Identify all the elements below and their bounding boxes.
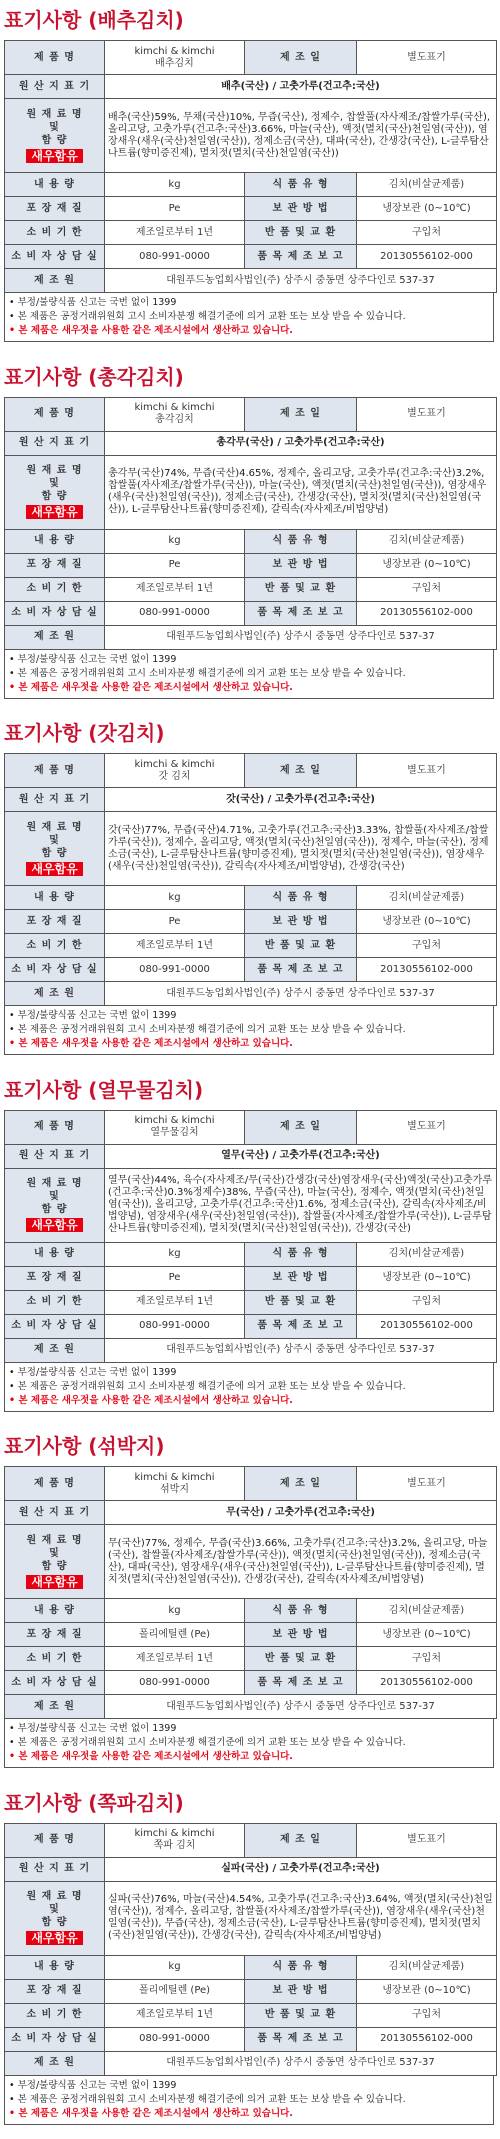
row-ingredients [5, 1525, 497, 1599]
expiry-value: 제조일로부터 1년 [105, 1290, 245, 1314]
row-product [5, 1110, 497, 1144]
consumer-phone-label: 소 비 자 상 담 실 [5, 1314, 105, 1338]
ingredients-label [5, 1881, 105, 1955]
storage-value: 냉장보관 (0~10℃) [357, 553, 497, 577]
product-name-label: 제 품 명 [5, 41, 105, 75]
storage-label: 보 관 방 법 [245, 1979, 357, 2003]
note-shrimp-warning: • 본 제품은 새우젓을 사용한 같은 제조시설에서 생산하고 있습니다. [9, 2107, 293, 2119]
product-name-line1: kimchi & kimchi [134, 1471, 215, 1483]
note-shrimp-warning: • 본 제품은 새우젓을 사용한 같은 제조시설에서 생산하고 있습니다. [9, 1394, 293, 1406]
notes-box [4, 1363, 494, 1412]
note-report-line: • 부정/불량식품 신고는 국번 없이 1399 [9, 2079, 177, 2091]
expiry-value: 제조일로부터 1년 [105, 934, 245, 958]
packaging-label: 포 장 재 질 [5, 910, 105, 934]
storage-label: 보 관 방 법 [245, 197, 357, 221]
content-value: kg [105, 1599, 245, 1623]
ingredients-label-line3: 함 량 [41, 1917, 68, 1928]
content-label: 내 용 량 [5, 886, 105, 910]
note-compensation-line: • 본 제품은 공정거래위원회 고시 소비자분쟁 해결기준에 의거 교환 또는 보상 받을 수 있습니다. [9, 1380, 406, 1392]
expiry-value: 제조일로부터 1년 [105, 1647, 245, 1671]
return-exchange-value: 구입처 [357, 1647, 497, 1671]
label-table [4, 40, 497, 293]
manufacture-date-value: 별도표기 [357, 1823, 497, 1857]
product-name-label: 제 품 명 [5, 397, 105, 431]
origin-label: 원 산 지 표 기 [5, 431, 105, 455]
storage-value: 냉장보관 (0~10℃) [357, 1623, 497, 1647]
row-packaging [5, 910, 497, 934]
origin-value: 총각무(국산) / 고춧가루(건고추:국산) [105, 431, 497, 455]
content-label: 내 용 량 [5, 1242, 105, 1266]
product-name-value [105, 397, 245, 431]
origin-label: 원 산 지 표 기 [5, 1857, 105, 1881]
row-packaging [5, 1266, 497, 1290]
manufacturer-label: 제 조 원 [5, 1695, 105, 1719]
note-compensation-line: • 본 제품은 공정거래위원회 고시 소비자분쟁 해결기준에 의거 교환 또는 보상 받을 수 있습니다. [9, 311, 406, 322]
storage-value: 냉장보관 (0~10℃) [357, 1979, 497, 2003]
origin-value: 배추(국산) / 고춧가루(건고추:국산) [105, 75, 497, 99]
row-product [5, 397, 497, 431]
consumer-phone-label: 소 비 자 상 담 실 [5, 245, 105, 269]
row-expiry [5, 1290, 497, 1314]
content-label: 내 용 량 [5, 529, 105, 553]
packaging-value: Pe [105, 197, 245, 221]
row-consumer [5, 1671, 497, 1695]
report-no-value: 20130556102-000 [357, 2027, 497, 2051]
row-manufacturer [5, 1338, 497, 1362]
report-no-label: 품 목 제 조 보 고 [245, 245, 357, 269]
label-section [0, 0, 500, 357]
manufacture-date-value: 별도표기 [357, 754, 497, 788]
row-consumer [5, 2027, 497, 2051]
section-title: 표기사항 (총각김치) [4, 364, 184, 389]
ingredients-label-line3: 함 량 [41, 847, 68, 859]
manufacture-date-label: 제 조 일 [245, 397, 357, 431]
food-type-label: 식 품 유 형 [245, 886, 357, 910]
report-no-value: 20130556102-000 [357, 245, 497, 269]
notes-box [4, 1719, 494, 1768]
product-name-line1: kimchi & kimchi [134, 758, 215, 770]
packaging-label: 포 장 재 질 [5, 553, 105, 577]
consumer-phone-label: 소 비 자 상 담 실 [5, 601, 105, 625]
label-section [0, 713, 500, 1070]
note-shrimp-warning: • 본 제품은 새우젓을 사용한 같은 제조시설에서 생산하고 있습니다. [9, 1038, 293, 1049]
product-name-line2: 열무물김치 [150, 1127, 199, 1138]
label-table [4, 1110, 497, 1363]
ingredients-label-line2: 및 [49, 1191, 60, 1202]
row-content [5, 1955, 497, 1979]
row-origin [5, 1144, 497, 1168]
manufacturer-value: 대원푸드농업회사법인(주) 상주시 중동면 상주다인로 537-37 [105, 269, 497, 293]
origin-value: 열무(국산) / 고춧가루(건고추:국산) [105, 1144, 497, 1168]
row-expiry [5, 577, 497, 601]
note-compensation-line: • 본 제품은 공정거래위원회 고시 소비자분쟁 해결기준에 의거 교환 또는 보상 받을 수 있습니다. [9, 1024, 406, 1035]
label-table [4, 397, 497, 650]
product-name-line2: 총각김치 [155, 414, 194, 425]
section-title: 표기사항 (섞박지) [4, 1434, 165, 1458]
row-content [5, 886, 497, 910]
storage-value: 냉장보관 (0~10℃) [357, 1266, 497, 1290]
row-manufacturer [5, 269, 497, 293]
food-type-label: 식 품 유 형 [245, 1955, 357, 1979]
row-origin [5, 1501, 497, 1525]
row-manufacturer [5, 1695, 497, 1719]
content-label: 내 용 량 [5, 1955, 105, 1979]
note-compensation-line: • 본 제품은 공정거래위원회 고시 소비자분쟁 해결기준에 의거 교환 또는 보상 받을 수 있습니다. [9, 1737, 406, 1748]
return-exchange-value: 구입처 [357, 1290, 497, 1314]
product-name-line1: kimchi & kimchi [134, 1828, 215, 1839]
row-product [5, 754, 497, 788]
product-name-line1: kimchi & kimchi [134, 45, 215, 57]
manufacturer-label: 제 조 원 [5, 1338, 105, 1362]
consumer-phone-value: 080-991-0000 [105, 601, 245, 625]
storage-value: 냉장보관 (0~10℃) [357, 197, 497, 221]
return-exchange-value: 구입처 [357, 577, 497, 601]
ingredients-value: 배추(국산)59%, 무채(국산)10%, 무즙(국산), 정제수, 찹쌀풀(자사제조/찹쌀가루(국산), 올리고당, 고춧가루(건고추:국산)3.66%, 마늘(국산), 액젓(멸치(국산)천일염(국산)), 염장새우(새우(국산)천일염(국산)), 정제소금(국산), 대파(국산), 간생강(국산), L-글루탐산나트륨(향미증진제), 멸치젓(멸치(국산)천일염(국산)) [105, 99, 497, 173]
section-title: 표기사항 (쪽파김치) [4, 1790, 184, 1815]
return-exchange-label: 반 품 및 교 환 [245, 934, 357, 958]
product-name-line2: 섞박지 [160, 1483, 189, 1495]
row-consumer [5, 958, 497, 982]
ingredients-label-line1: 원 재 료 명 [26, 1891, 83, 1902]
row-expiry [5, 221, 497, 245]
shrimp-allergy-badge: 새우함유 [26, 1931, 82, 1945]
food-type-label: 식 품 유 형 [245, 173, 357, 197]
row-ingredients [5, 455, 497, 529]
food-type-value: 김치(비살균제품) [357, 886, 497, 910]
row-consumer [5, 1314, 497, 1338]
food-type-value: 김치(비살균제품) [357, 1955, 497, 1979]
row-origin [5, 431, 497, 455]
content-value: kg [105, 1242, 245, 1266]
label-section [0, 1426, 500, 1783]
manufacturer-value: 대원푸드농업회사법인(주) 상주시 중동면 상주다인로 537-37 [105, 625, 497, 649]
manufacturer-label: 제 조 원 [5, 982, 105, 1006]
packaging-value: 폴리에틸렌 (Pe) [105, 1623, 245, 1647]
ingredients-label-line2: 및 [49, 1547, 60, 1559]
product-name-line2: 쪽파 김치 [153, 1840, 196, 1851]
row-ingredients [5, 812, 497, 886]
food-type-value: 김치(비살균제품) [357, 1599, 497, 1623]
ingredients-label-line1: 원 재 료 명 [26, 465, 83, 476]
row-expiry [5, 2003, 497, 2027]
label-section [0, 357, 500, 714]
row-ingredients [5, 1168, 497, 1242]
storage-value: 냉장보관 (0~10℃) [357, 910, 497, 934]
manufacture-date-label: 제 조 일 [245, 1110, 357, 1144]
packaging-value: Pe [105, 1266, 245, 1290]
ingredients-label-line2: 및 [49, 478, 60, 489]
ingredients-label [5, 812, 105, 886]
note-report-line: • 부정/불량식품 신고는 국번 없이 1399 [9, 653, 177, 665]
packaging-value: Pe [105, 553, 245, 577]
row-origin [5, 75, 497, 99]
manufacturer-value: 대원푸드농업회사법인(주) 상주시 중동면 상주다인로 537-37 [105, 1338, 497, 1362]
row-expiry [5, 1647, 497, 1671]
origin-value: 실파(국산) / 고춧가루(건고추:국산) [105, 1857, 497, 1881]
food-type-value: 김치(비살균제품) [357, 529, 497, 553]
row-content [5, 529, 497, 553]
manufacturer-label: 제 조 원 [5, 2051, 105, 2075]
note-shrimp-warning: • 본 제품은 새우젓을 사용한 같은 제조시설에서 생산하고 있습니다. [9, 681, 293, 693]
origin-label: 원 산 지 표 기 [5, 788, 105, 812]
note-report-line: • 부정/불량식품 신고는 국번 없이 1399 [9, 1723, 177, 1734]
shrimp-allergy-badge: 새우함유 [26, 1218, 82, 1232]
food-type-value: 김치(비살균제품) [357, 1242, 497, 1266]
consumer-phone-label: 소 비 자 상 담 실 [5, 958, 105, 982]
expiry-label: 소 비 기 한 [5, 2003, 105, 2027]
row-manufacturer [5, 2051, 497, 2075]
return-exchange-label: 반 품 및 교 환 [245, 1290, 357, 1314]
ingredients-label-line3: 함 량 [41, 134, 68, 146]
manufacturer-value: 대원푸드농업회사법인(주) 상주시 중동면 상주다인로 537-37 [105, 982, 497, 1006]
manufacturer-value: 대원푸드농업회사법인(주) 상주시 중동면 상주다인로 537-37 [105, 2051, 497, 2075]
notes-box [4, 1006, 494, 1055]
row-expiry [5, 934, 497, 958]
product-name-value [105, 754, 245, 788]
storage-label: 보 관 방 법 [245, 1266, 357, 1290]
origin-value: 무(국산) / 고춧가루(건고추:국산) [105, 1501, 497, 1525]
expiry-label: 소 비 기 한 [5, 934, 105, 958]
label-section [0, 1070, 500, 1427]
product-name-value [105, 1467, 245, 1501]
ingredients-label [5, 455, 105, 529]
product-name-value [105, 1110, 245, 1144]
report-no-label: 품 목 제 조 보 고 [245, 1671, 357, 1695]
consumer-phone-label: 소 비 자 상 담 실 [5, 2027, 105, 2051]
note-compensation-line: • 본 제품은 공정거래위원회 고시 소비자분쟁 해결기준에 의거 교환 또는 보상 받을 수 있습니다. [9, 667, 406, 679]
packaging-label: 포 장 재 질 [5, 197, 105, 221]
return-exchange-label: 반 품 및 교 환 [245, 2003, 357, 2027]
report-no-label: 품 목 제 조 보 고 [245, 1314, 357, 1338]
row-product [5, 41, 497, 75]
report-no-label: 품 목 제 조 보 고 [245, 2027, 357, 2051]
expiry-value: 제조일로부터 1년 [105, 577, 245, 601]
product-name-line1: kimchi & kimchi [134, 402, 215, 413]
content-value: kg [105, 529, 245, 553]
manufacture-date-value: 별도표기 [357, 41, 497, 75]
consumer-phone-value: 080-991-0000 [105, 958, 245, 982]
product-name-line2: 갓 김치 [158, 770, 191, 782]
ingredients-value: 무(국산)77%, 정제수, 무즙(국산)3.66%, 고춧가루(건고추:국산)3.2%, 올리고당, 마늘(국산), 찹쌀풀(자사제조/찹쌀가루(국산)), 액젓(멸치(국산)천일염(국산)), 정제소금(국산), 대파(국산), 염장새우(새우(국산)천일염(국산)), L-글루탐산나트륨(향미증진제), 멸치젓(멸치(국산)천일염(국산)), 간생강(국산), 갈릭속(자사제조/비법양념) [105, 1525, 497, 1599]
ingredients-value: 갓(국산)77%, 무즙(국산)4.71%, 고춧가루(건고추:국산)3.33%, 찹쌀풀(자사제조/찹쌀가루(국산)), 정제수, 올리고당, 액젓(멸치(국산)천일염(국산)), 정제수, 마늘(국산), 정제소금(국산), L-글루탐산나트륨(향미증진제), 멸치젓(멸치(국산)천일염(국산)), 염장새우(새우(국산)천일염(국산)), 갈릭속(자사제조/비법양념), 간생강(국산) [105, 812, 497, 886]
manufacture-date-label: 제 조 일 [245, 1467, 357, 1501]
report-no-label: 품 목 제 조 보 고 [245, 601, 357, 625]
packaging-value: 폴리에틸렌 (Pe) [105, 1979, 245, 2003]
ingredients-label-line3: 함 량 [41, 1204, 68, 1215]
food-type-label: 식 품 유 형 [245, 1242, 357, 1266]
product-name-line2: 배추김치 [155, 57, 194, 69]
row-product [5, 1823, 497, 1857]
manufacture-date-value: 별도표기 [357, 397, 497, 431]
expiry-value: 제조일로부터 1년 [105, 221, 245, 245]
packaging-label: 포 장 재 질 [5, 1266, 105, 1290]
content-label: 내 용 량 [5, 173, 105, 197]
food-type-label: 식 품 유 형 [245, 1599, 357, 1623]
row-packaging [5, 1623, 497, 1647]
label-section [0, 1783, 500, 2139]
expiry-label: 소 비 기 한 [5, 221, 105, 245]
storage-label: 보 관 방 법 [245, 553, 357, 577]
ingredients-value: 총각무(국산)74%, 무즙(국산)4.65%, 정제수, 올리고당, 고춧가루(건고추:국산)3.2%, 찹쌀풀(자사제조/찹쌀가루(국산)), 마늘(국산), 액젓(멸치(국산)천일염(국산)), 염장새우(새우(국산)천일염(국산)), 정제소금(국산), 간생강(국산), 멸치젓(멸치(국산)천일염(국산)), L-글루탐산나트륨(향미증진제), 갈릭속(자사제조/비법양념) [105, 455, 497, 529]
notes-box [4, 650, 494, 699]
report-no-value: 20130556102-000 [357, 601, 497, 625]
manufacture-date-label: 제 조 일 [245, 41, 357, 75]
ingredients-label [5, 1525, 105, 1599]
consumer-phone-value: 080-991-0000 [105, 1314, 245, 1338]
notes-box [4, 293, 494, 342]
ingredients-label [5, 1168, 105, 1242]
product-name-label: 제 품 명 [5, 754, 105, 788]
section-title: 표기사항 (갓김치) [4, 721, 165, 745]
row-consumer [5, 601, 497, 625]
row-packaging [5, 553, 497, 577]
return-exchange-value: 구입처 [357, 2003, 497, 2027]
packaging-label: 포 장 재 질 [5, 1979, 105, 2003]
note-report-line: • 부정/불량식품 신고는 국번 없이 1399 [9, 297, 177, 308]
return-exchange-label: 반 품 및 교 환 [245, 221, 357, 245]
shrimp-allergy-badge: 새우함유 [26, 1575, 82, 1589]
origin-label: 원 산 지 표 기 [5, 75, 105, 99]
expiry-value: 제조일로부터 1년 [105, 2003, 245, 2027]
manufacture-date-value: 별도표기 [357, 1467, 497, 1501]
product-name-line1: kimchi & kimchi [134, 1115, 215, 1126]
note-shrimp-warning: • 본 제품은 새우젓을 사용한 같은 제조시설에서 생산하고 있습니다. [9, 325, 293, 336]
food-type-label: 식 품 유 형 [245, 529, 357, 553]
shrimp-allergy-badge: 새우함유 [26, 149, 82, 163]
product-name-label: 제 품 명 [5, 1823, 105, 1857]
manufacture-date-value: 별도표기 [357, 1110, 497, 1144]
note-compensation-line: • 본 제품은 공정거래위원회 고시 소비자분쟁 해결기준에 의거 교환 또는 보상 받을 수 있습니다. [9, 2093, 406, 2105]
origin-value: 갓(국산) / 고춧가루(건고추:국산) [105, 788, 497, 812]
label-table [4, 1823, 497, 2076]
manufacturer-label: 제 조 원 [5, 269, 105, 293]
content-value: kg [105, 886, 245, 910]
consumer-phone-label: 소 비 자 상 담 실 [5, 1671, 105, 1695]
consumer-phone-value: 080-991-0000 [105, 245, 245, 269]
row-packaging [5, 1979, 497, 2003]
packaging-value: Pe [105, 910, 245, 934]
content-label: 내 용 량 [5, 1599, 105, 1623]
row-content [5, 173, 497, 197]
row-ingredients [5, 99, 497, 173]
product-name-label: 제 품 명 [5, 1467, 105, 1501]
product-name-value [105, 1823, 245, 1857]
origin-label: 원 산 지 표 기 [5, 1501, 105, 1525]
row-origin [5, 788, 497, 812]
storage-label: 보 관 방 법 [245, 1623, 357, 1647]
consumer-phone-value: 080-991-0000 [105, 1671, 245, 1695]
row-content [5, 1242, 497, 1266]
ingredients-label-line3: 함 량 [41, 1560, 68, 1572]
product-name-label: 제 품 명 [5, 1110, 105, 1144]
report-no-value: 20130556102-000 [357, 1671, 497, 1695]
expiry-label: 소 비 기 한 [5, 1290, 105, 1314]
return-exchange-label: 반 품 및 교 환 [245, 577, 357, 601]
content-value: kg [105, 1955, 245, 1979]
label-table [4, 753, 497, 1006]
note-report-line: • 부정/불량식품 신고는 국번 없이 1399 [9, 1366, 177, 1378]
ingredients-label-line1: 원 재 료 명 [26, 821, 83, 833]
row-consumer [5, 245, 497, 269]
return-exchange-label: 반 품 및 교 환 [245, 1647, 357, 1671]
notes-box [4, 2076, 494, 2125]
ingredients-label-line3: 함 량 [41, 491, 68, 502]
row-manufacturer [5, 982, 497, 1006]
return-exchange-value: 구입처 [357, 934, 497, 958]
note-shrimp-warning: • 본 제품은 새우젓을 사용한 같은 제조시설에서 생산하고 있습니다. [9, 1751, 293, 1762]
content-value: kg [105, 173, 245, 197]
food-type-value: 김치(비살균제품) [357, 173, 497, 197]
ingredients-label-line2: 및 [49, 834, 60, 846]
shrimp-allergy-badge: 새우함유 [26, 862, 82, 876]
return-exchange-value: 구입처 [357, 221, 497, 245]
ingredients-value: 열무(국산)44%, 육수(자사제조/무(국산)간생강(국산)염장새우(국산)액젓(국산)고춧가루(건고추:국산)0.3%정제수)38%, 무즙(국산), 마늘(국산), 정제수, 액젓(멸치(국산)천일염(국산)), 올리고당, 고춧가루(건고추:국산)1.6%, 정제소금(국산), 갈릭속(자사제조/비법양념), 염장새우(새우(국산)천일염(국산)), 찹쌀풀(자사제조/찹쌀가루(국산)), L-글루탐산나트륨(향미증진제), 멸치젓(멸치(국산)천일염(국산)), 간생강(국산) [105, 1168, 497, 1242]
origin-label: 원 산 지 표 기 [5, 1144, 105, 1168]
row-ingredients [5, 1881, 497, 1955]
row-content [5, 1599, 497, 1623]
packaging-label: 포 장 재 질 [5, 1623, 105, 1647]
row-packaging [5, 197, 497, 221]
expiry-label: 소 비 기 한 [5, 577, 105, 601]
note-report-line: • 부정/불량식품 신고는 국번 없이 1399 [9, 1010, 177, 1021]
manufacturer-label: 제 조 원 [5, 625, 105, 649]
manufacture-date-label: 제 조 일 [245, 1823, 357, 1857]
row-product [5, 1467, 497, 1501]
ingredients-label-line2: 및 [49, 1904, 60, 1915]
product-name-value [105, 41, 245, 75]
expiry-label: 소 비 기 한 [5, 1647, 105, 1671]
shrimp-allergy-badge: 새우함유 [26, 505, 82, 519]
ingredients-label-line1: 원 재 료 명 [26, 1178, 83, 1189]
row-manufacturer [5, 625, 497, 649]
row-origin [5, 1857, 497, 1881]
section-title: 표기사항 (배추김치) [4, 8, 184, 32]
manufacture-date-label: 제 조 일 [245, 754, 357, 788]
ingredients-label [5, 99, 105, 173]
report-no-label: 품 목 제 조 보 고 [245, 958, 357, 982]
report-no-value: 20130556102-000 [357, 958, 497, 982]
ingredients-value: 실파(국산)76%, 마늘(국산)4.54%, 고춧가루(건고추:국산)3.64%, 액젓(멸치(국산)천일염(국산)), 정제수, 올리고당, 찹쌀풀(자사제조/찹쌀가루(국산)), 염장새우(새우(국산)천일염(국산)), 무즙(국산), 정제소금(국산), L-글루탐산나트륨(향미증진제), 멸치젓(멸치(국산)천일염(국산)), 간생강(국산), 갈릭속(자사제조/비법양념) [105, 1881, 497, 1955]
manufacturer-value: 대원푸드농업회사법인(주) 상주시 중동면 상주다인로 537-37 [105, 1695, 497, 1719]
ingredients-label-line1: 원 재 료 명 [26, 108, 83, 120]
storage-label: 보 관 방 법 [245, 910, 357, 934]
label-table [4, 1466, 497, 1719]
ingredients-label-line1: 원 재 료 명 [26, 1534, 83, 1546]
report-no-value: 20130556102-000 [357, 1314, 497, 1338]
section-title: 표기사항 (열무물김치) [4, 1077, 204, 1102]
ingredients-label-line2: 및 [49, 121, 60, 133]
consumer-phone-value: 080-991-0000 [105, 2027, 245, 2051]
